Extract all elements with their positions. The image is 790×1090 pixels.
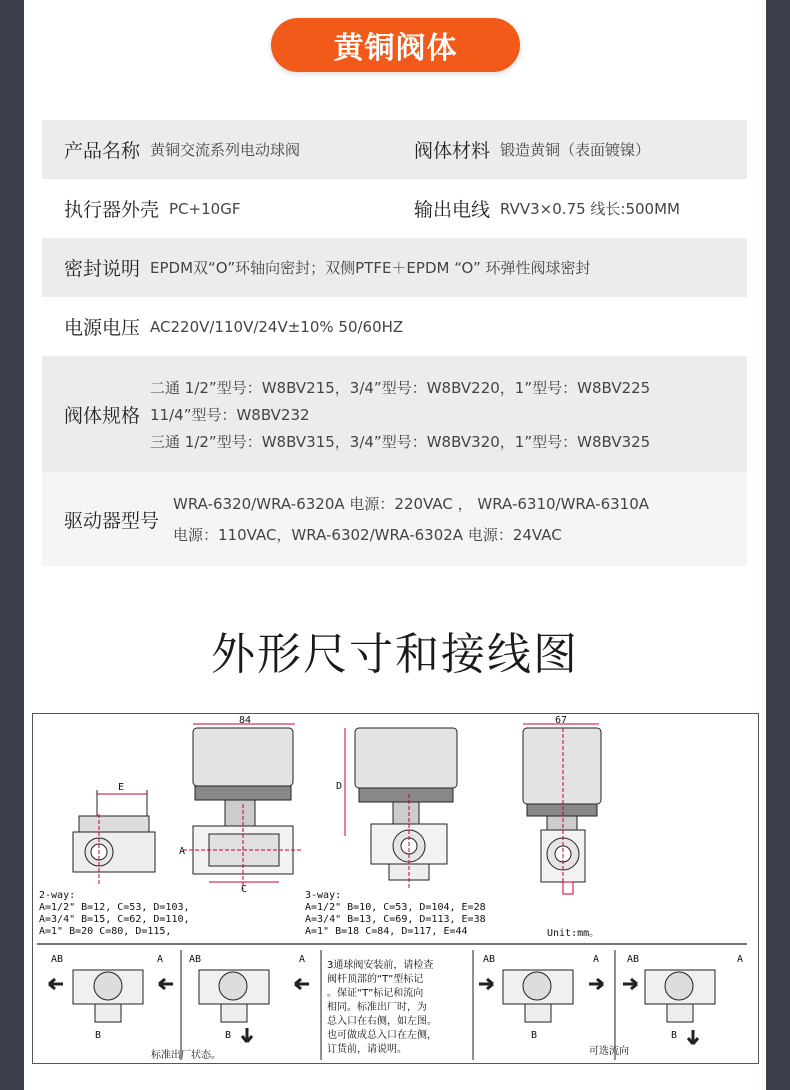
technical-drawing [33, 714, 758, 1063]
spec-row [42, 472, 747, 566]
spec-value: PC+10GF [169, 199, 241, 218]
dim-line: A=1/2" B=12, C=53, D=103, [39, 902, 190, 913]
valve-2way-view [183, 724, 303, 889]
spec-row [42, 356, 747, 472]
spec-cell [42, 136, 414, 163]
valve-side-view [523, 724, 601, 894]
spec-label: 阀体材料 [414, 140, 491, 162]
note-line: 也可做成总入口在左侧， [327, 1030, 437, 1041]
port-ab-label: AB [483, 954, 496, 965]
dim-84-label: 84 [239, 715, 252, 726]
dim-line: 2-way: [39, 890, 76, 901]
note-line: 总入口在右侧，如左图。 [327, 1016, 437, 1027]
port-b-label: B [95, 1030, 102, 1041]
dim-line: 3-way: [305, 890, 342, 901]
note-line: 相同。标准出厂时，为 [327, 1002, 427, 1013]
spec-row [42, 297, 747, 356]
dim-line: A=1" B=18 C=84, D=117, E=44 [305, 926, 468, 937]
port-ab-label: AB [189, 954, 202, 965]
spec-label: 执行器外壳 [64, 199, 160, 221]
port-a-label: A [299, 954, 306, 965]
note-line: 3通球阀安装前，请检查 [327, 960, 434, 971]
dimensions-title: 外形尺寸和接线图 [211, 629, 579, 680]
spec-value: EPDM双“O”环轴向密封；双侧PTFE＋EPDM “O” 环弹性阀球密封 [150, 259, 591, 277]
valve-small-view [73, 790, 155, 884]
spec-label: 电源电压 [64, 317, 141, 339]
spec-row [42, 179, 747, 238]
spec-row [42, 238, 747, 297]
dim-line: A=3/4" B=15, C=62, D=110, [39, 914, 190, 925]
page [24, 0, 766, 1090]
optional-flow-caption: 可选流向 [589, 1046, 629, 1057]
note-line: 阀杆顶部的“T”型标记 [327, 974, 424, 985]
dim-e-label: E [118, 782, 125, 793]
factory-state-caption: 标准出厂状态。 [151, 1050, 221, 1061]
port-a-label: A [157, 954, 164, 965]
port-ab-label: AB [627, 954, 640, 965]
spec-line: 11/4”型号：W8BV232 [150, 405, 310, 424]
flow-diagram-4 [623, 970, 715, 1044]
spec-label: 阀体规格 [64, 404, 141, 427]
port-b-label: B [671, 1030, 678, 1041]
spec-label: 驱动器型号 [64, 509, 160, 532]
spec-cell [42, 195, 414, 222]
note-line: 订货前，请说明。 [327, 1044, 407, 1055]
spec-cell [414, 195, 680, 222]
flow-diagram-3 [479, 970, 603, 1022]
dim-line: A=3/4" B=13, C=69, D=113, E=38 [305, 914, 486, 925]
spec-row [42, 120, 747, 179]
unit-label: Unit:mm。 [547, 928, 600, 939]
spec-cell [414, 136, 650, 163]
spec-value: RVV3×0.75 线长:500MM [500, 200, 680, 218]
spec-line: 二通 1/2”型号：W8BV215，3/4”型号：W8BV220，1”型号：W8BV225 [150, 378, 651, 397]
port-a-label: A [593, 954, 600, 965]
spec-value: AC220V/110V/24V±10% 50/60HZ [150, 317, 404, 336]
spec-table [42, 120, 747, 566]
valve-3way-view [345, 728, 457, 889]
spec-line: WRA-6320/WRA-6320A 电源：220VAC ， WRA-6310/WRA-6310A [173, 495, 650, 513]
spec-line: 三通 1/2”型号：W8BV315，3/4”型号：W8BV320，1”型号：W8BV325 [150, 432, 651, 451]
spec-label: 产品名称 [64, 140, 141, 162]
installation-note [327, 958, 437, 1055]
dimension-table-2way [39, 890, 190, 937]
note-line: 。保证“T”标记和流向 [327, 988, 424, 999]
flow-diagram-1 [49, 970, 173, 1022]
spec-value-lines [159, 493, 649, 545]
spec-line: 电源：110VAC，WRA-6302/WRA-6302A 电源：24VAC [173, 526, 562, 544]
spec-label: 输出电线 [414, 199, 491, 221]
dimension-wiring-drawing [32, 713, 759, 1064]
dim-line: A=1/2" B=10, C=53, D=104, E=28 [305, 902, 486, 913]
spec-label: 密封说明 [64, 258, 141, 280]
port-ab-label: AB [51, 954, 64, 965]
dim-line: A=1" B=20 C=80, D=115, [39, 926, 172, 937]
dim-67-label: 67 [555, 715, 568, 726]
port-b-label: B [531, 1030, 538, 1041]
flow-diagram-2 [199, 970, 309, 1042]
section-title-pill: 黄铜阀体 [271, 18, 520, 72]
spec-value-lines [140, 377, 650, 452]
dimension-table-3way [305, 890, 486, 937]
port-a-label: A [737, 954, 744, 965]
spec-value: 黄铜交流系列电动球阀 [150, 141, 301, 159]
spec-value: 锻造黄铜（表面镀镍） [500, 141, 651, 159]
dim-c-label: C [241, 884, 248, 895]
dim-a-label: A [179, 846, 186, 857]
port-b-label: B [225, 1030, 232, 1041]
dim-d-label: D [336, 781, 343, 792]
